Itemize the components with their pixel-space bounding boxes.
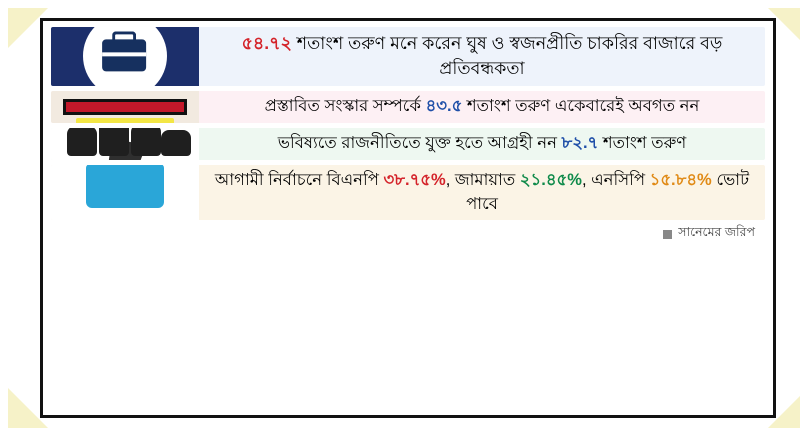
source-label: সানেমের জরিপ [678,225,755,240]
table-row [51,91,765,123]
stat-text-lead: ভবিষ্যতে রাজনীতিতে যুক্ত হতে আগ্রহী নন [277,133,562,152]
row-message [199,128,765,160]
row-thumbnail [51,165,199,221]
table-row [51,128,765,160]
row-thumbnail [51,91,199,123]
reform-placard-icon [51,91,199,123]
bullet-square-icon [663,230,672,239]
party-value-jamaat: ২১.৪৫% [519,170,582,189]
party-value-bnp: ৩৮.৭৫% [383,170,446,189]
row-thumbnail [51,128,199,160]
table-row [51,27,765,86]
infographic-frame [40,18,776,418]
stat-value: ৪৩.৫ [425,96,463,115]
stat-sep-2: , এনসিপি [581,170,650,189]
stat-text-tail: শতাংশ তরুণ একেবারেই অবগত নন [462,96,700,115]
stat-value: ৮২.৭ [561,133,599,152]
stat-row-list [51,27,765,220]
row-message [199,91,765,123]
stat-text-lead: আগামী নির্বাচনে বিএনপি [214,170,384,189]
briefcase-magnifier-icon [51,27,199,86]
stat-text: শতাংশ তরুণ মনে করেন ঘুষ ও স্বজনপ্রীতি চাকরির বাজারে বড় প্রতিবন্ধকতা [291,33,723,79]
row-message [199,165,765,221]
row-thumbnail [51,27,199,86]
party-value-ncp: ১৫.৮৪% [649,170,712,189]
stat-sep-1: , জামায়াত [445,170,520,189]
infographic-canvas [8,8,800,428]
row-message [199,27,765,86]
stat-text-tail: শতাংশ তরুণ [598,133,687,152]
stat-value: ৫৪.৭২ [241,33,292,53]
ballot-box-icon [51,165,199,221]
source-credit [51,220,765,244]
stat-text-tail: ভোট পাবে [466,170,750,213]
fists-map-icon [51,128,199,160]
table-row [51,165,765,221]
stat-text-lead: প্রস্তাবিত সংস্কার সম্পর্কে [264,96,426,115]
